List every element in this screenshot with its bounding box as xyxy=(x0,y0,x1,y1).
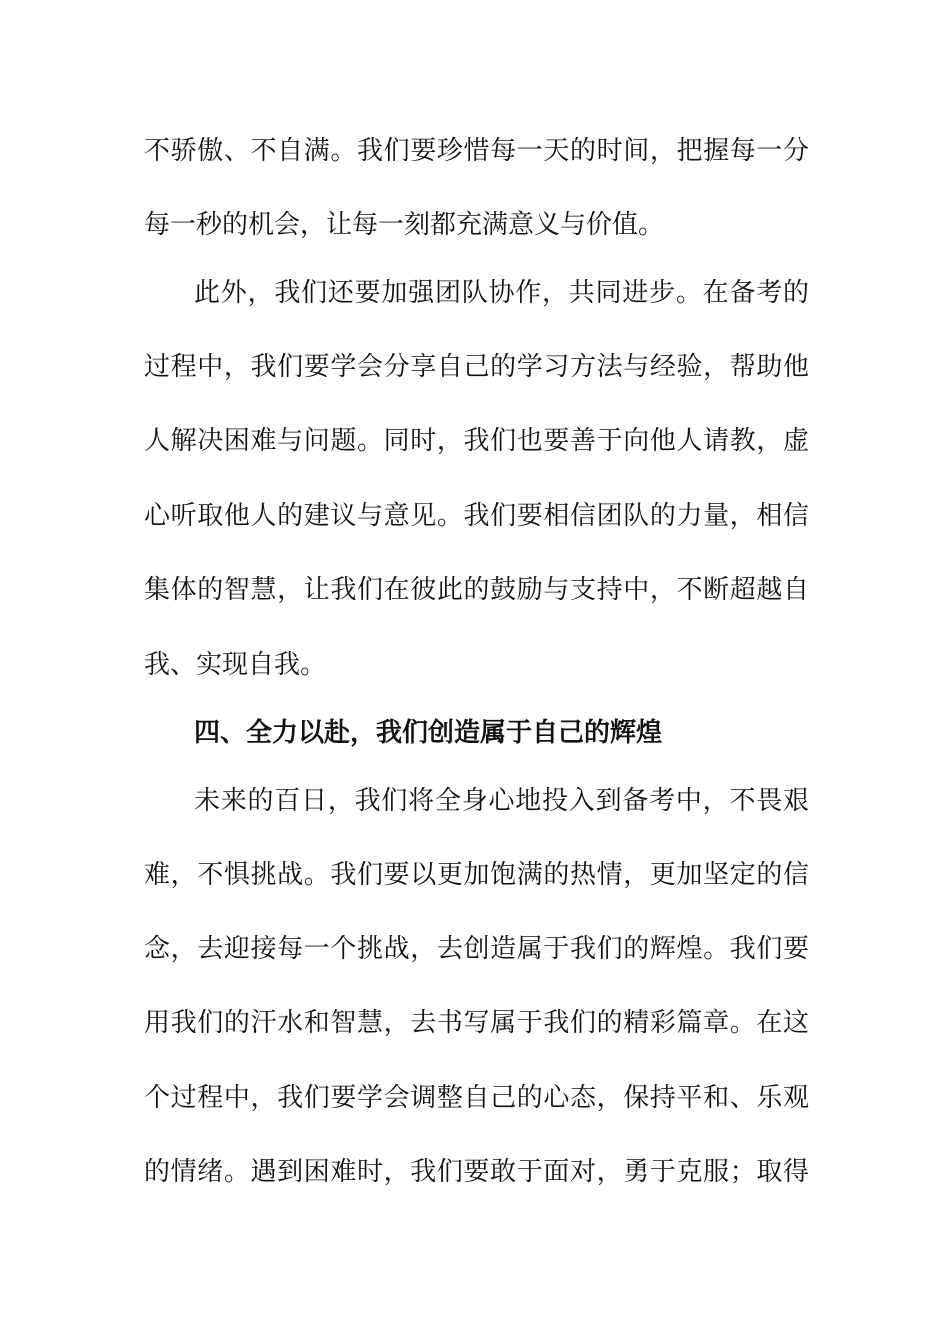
paragraph-line: 的情绪。遇到困难时，我们要敢于面对，勇于克服；取得 xyxy=(144,1157,809,1187)
paragraph-line: 心听取他人的建议与意见。我们要相信团队的力量，相信 xyxy=(144,501,809,531)
paragraph-line: 每一秒的机会，让每一刻都充满意义与价值。 xyxy=(144,210,665,240)
paragraph-line: 人解决困难与问题。同时，我们也要善于向他人请教，虚 xyxy=(144,426,809,456)
paragraph-line: 不骄傲、不自满。我们要珍惜每一天的时间，把握每一分 xyxy=(144,136,809,166)
paragraph-line: 念，去迎接每一个挑战，去创造属于我们的辉煌。我们要 xyxy=(144,934,809,964)
paragraph-line: 过程中，我们要学会分享自己的学习方法与经验，帮助他 xyxy=(144,352,809,382)
paragraph-line: 集体的智慧，让我们在彼此的鼓励与支持中，不断超越自 xyxy=(144,575,809,605)
paragraph-line: 此外，我们还要加强团队协作，共同进步。在备考的 xyxy=(194,278,809,308)
paragraph-line: 难，不惧挑战。我们要以更加饱满的热情，更加坚定的信 xyxy=(144,860,809,890)
paragraph-line: 个过程中，我们要学会调整自己的心态，保持平和、乐观 xyxy=(144,1083,809,1113)
paragraph-line: 我、实现自我。 xyxy=(144,650,327,680)
section-heading: 四、全力以赴，我们创造属于自己的辉煌 xyxy=(194,718,663,748)
paragraph-line: 未来的百日，我们将全身心地投入到备考中，不畏艰 xyxy=(194,786,809,816)
paragraph-line: 用我们的汗水和智慧，去书写属于我们的精彩篇章。在这 xyxy=(144,1008,809,1038)
